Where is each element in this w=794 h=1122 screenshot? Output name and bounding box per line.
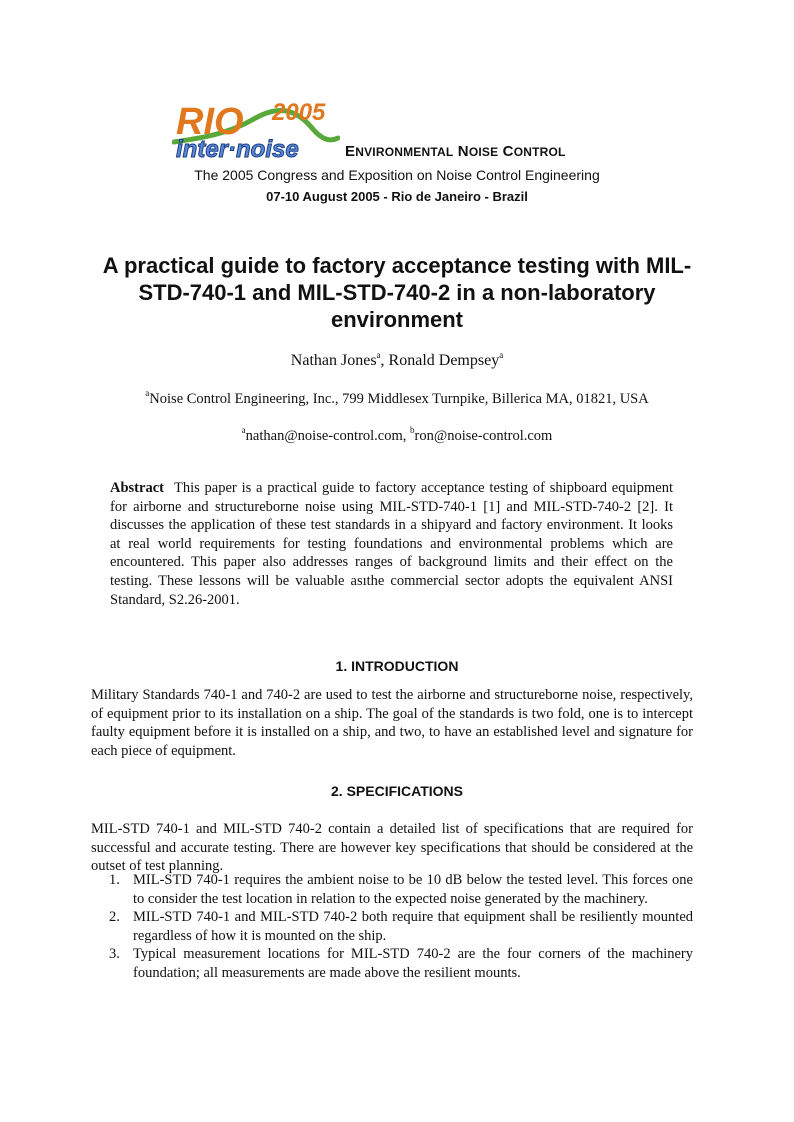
spec-list [91,871,693,983]
list-item: 3. Typical measurement locations for MIL-STD 740-2 are the four corners of the machinery foundation; all measurements are made above the resilient mounts. [109,946,693,981]
affiliation: $^a$Noise Control Engineering, Inc., 799 Middlesex Turnpike, Billerica MA, 01821, USA [145,388,649,407]
author-emails: $^a$nathan@noise-control.com, $^b$ron@noise-control.com [241,425,553,444]
email-link[interactable]: nathan@noise-control.com [245,428,403,444]
author-name: Nathan Jones [290,352,377,369]
conference-logo [172,98,340,160]
conference-dates: 07-10 August 2005 - Rio de Janeiro - Brazil [266,189,528,204]
section-heading: 1. INTRODUCTION [335,658,459,674]
conference-theme: ENVIRONMENTAL NOISE CONTROL [345,143,566,160]
list-item: 1. MIL-STD 740-1 requires the ambient noise to be 10 dB below the tested level. This forces one to consider the test location in relation to the expected noise generated by the machinery. [109,872,693,907]
section-body: Military Standards 740-1 and 740-2 are used to test the airborne and structureborne noise, respectively, of equipment prior to its installation on a ship. The goal of the standards is two fold, one is to intercept faulty equipment before it is installed on a ship, and two, to have an established level and signature for each piece of equipment. [91,687,693,759]
abstract-text: This paper is a practical guide to factory acceptance testing of shipboard equipment for airborne and structureborne noise using MIL-STD-740-1 [1] and MIL-STD-740-2 [2]. It discusses the application of these test standards in a shipyard and factory environment. It looks at real world requirements for testing foundations and environmental problems which are encountered. This paper also addresses ranges of background limits and their effect on the testing. These lessons will be valuable asıthe commercial sector adopts the equivalent ANSI Standard, S2.26-2001. [110,480,673,608]
logo-year: 2005 [272,99,326,126]
section-heading: 2. SPECIFICATIONS [331,783,463,799]
abstract-label: Abstract [110,480,164,496]
abstract [110,479,673,609]
list-item: 2. MIL-STD 740-1 and MIL-STD 740-2 both require that equipment shall be resiliently mounted regardless of how it is mounted on the ship. [109,909,693,944]
section-body: MIL-STD 740-1 and MIL-STD 740-2 contain a detailed list of specifications that are required for successful and accurate testing. There are however key specifications that should be considered at the outset of test planning. [91,821,693,875]
paper-title: A practical guide to factory acceptance testing with MIL-STD-740-1 and MIL-STD-740-2 in a non-laboratory environment [102,253,692,332]
logo-brand: inter·noise [176,136,299,160]
logo-rio: RIO [176,101,244,143]
conference-name: The 2005 Congress and Exposition on Noise Control Engineering [194,167,600,183]
author-list: Nathan Jones$^a$, Ronald Dempsey$^a$ [290,349,504,369]
author-name: Ronald Dempsey [388,352,500,369]
email-link[interactable]: ron@noise-control.com [414,428,553,444]
